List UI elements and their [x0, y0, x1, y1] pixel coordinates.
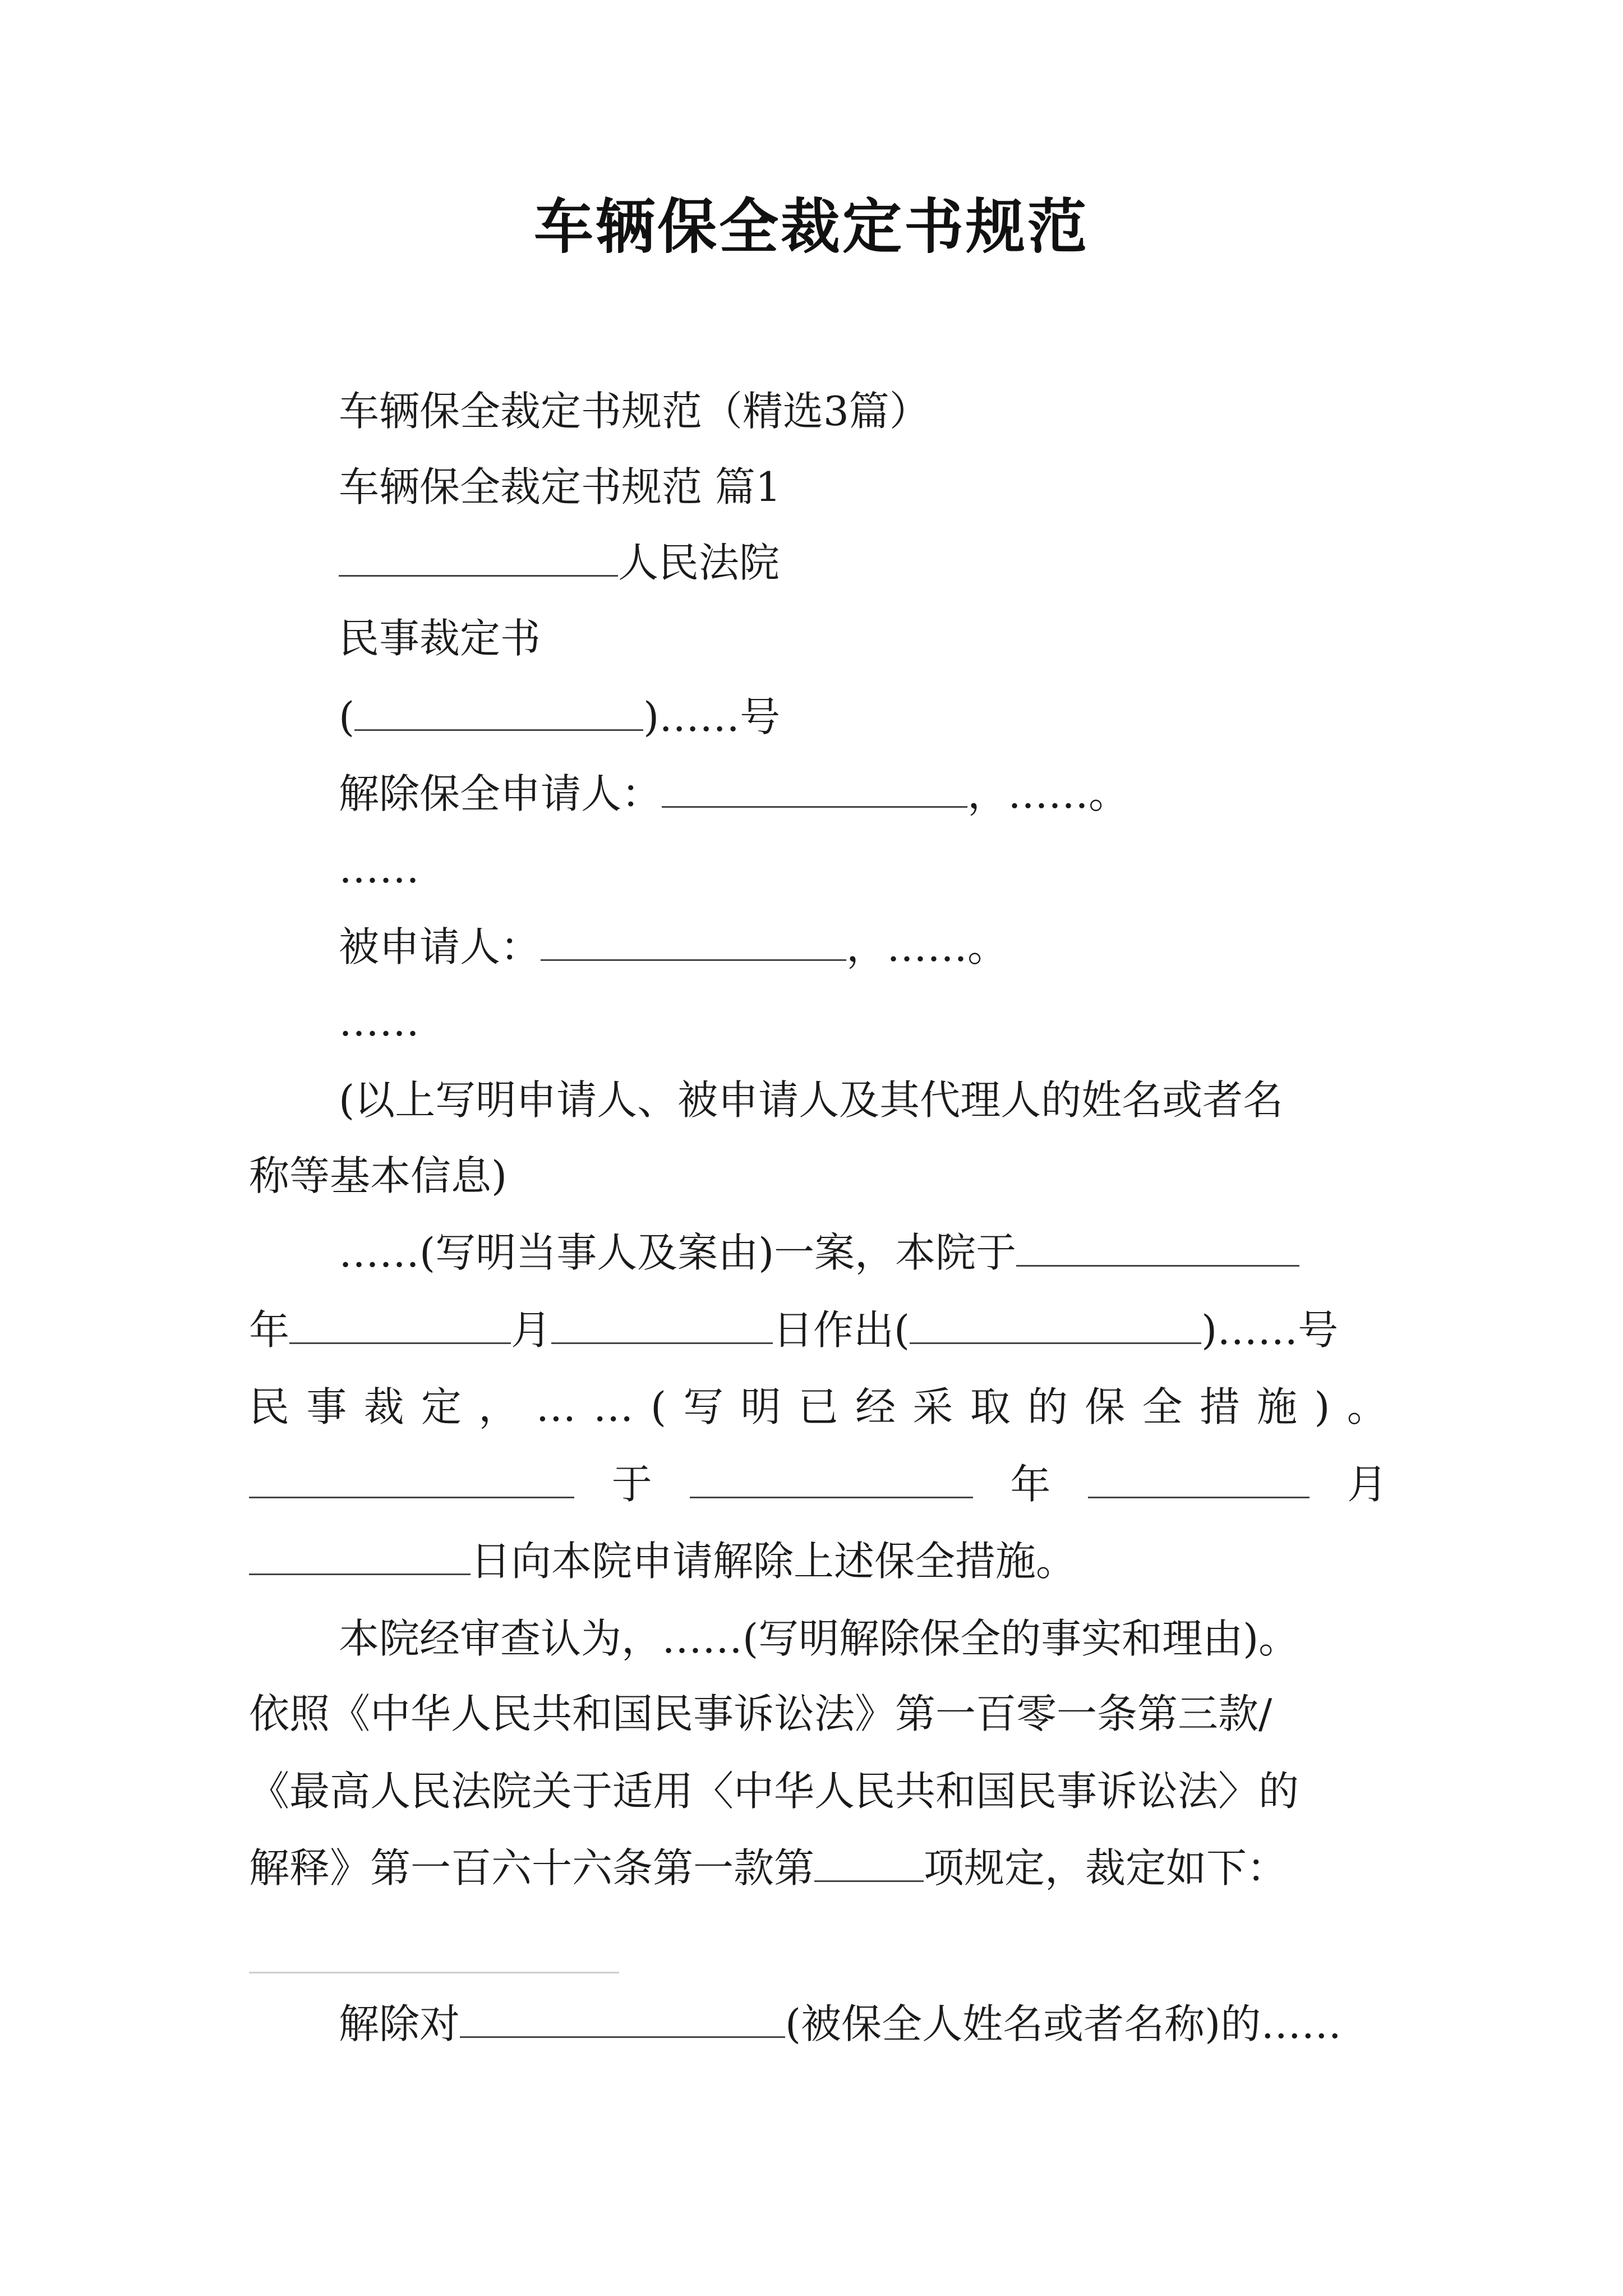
- month-label: 月: [511, 1306, 552, 1354]
- char: 事: [306, 1383, 347, 1430]
- apply-year-blank: [690, 1463, 973, 1498]
- paragraph-1-line-2: [249, 1306, 1338, 1354]
- char: ): [1314, 1383, 1330, 1430]
- char: 经: [855, 1383, 896, 1430]
- paragraph-2-line-4-b: 项规定，裁定如下：: [924, 1844, 1288, 1892]
- paragraph-2-line-3: 《最高人民法院关于适用〈中华人民共和国民事诉讼法〉的: [249, 1768, 1299, 1815]
- paragraph-2-line-2: 依照《中华人民共和国民事诉讼法》第一百零一条第三款/: [249, 1690, 1272, 1737]
- respondent-label: 被申请人：: [339, 923, 541, 970]
- respondent-tail: ，……。: [846, 923, 1008, 970]
- applicant-tail: ，……。: [967, 770, 1129, 817]
- case-number-line: [339, 693, 780, 741]
- paragraph-1-line-4: [249, 1460, 1387, 1508]
- char: ，: [478, 1383, 519, 1430]
- document-title: 车辆保全裁定书规范: [534, 191, 1089, 261]
- char: 明: [740, 1383, 781, 1430]
- court-name-blank: [339, 541, 618, 577]
- paragraph-2-line-1: 本院经审查认为，……(写明解除保全的事实和理由)。: [339, 1615, 1299, 1662]
- paragraph-1-line-3: [249, 1383, 1387, 1431]
- applicant-blank: [662, 772, 967, 808]
- apply-year-label: 年: [1010, 1461, 1051, 1508]
- note-line-2: 称等基本信息): [249, 1152, 508, 1199]
- case-number-open: (: [339, 693, 355, 740]
- court-suffix: 人民法院: [618, 539, 780, 586]
- apply-month-label: 月: [1347, 1461, 1387, 1508]
- char: 民: [249, 1383, 290, 1430]
- respondent-line: [339, 923, 1008, 971]
- char: 措: [1199, 1383, 1240, 1430]
- date-blank: [1016, 1231, 1299, 1267]
- ruling-number-blank: [910, 1309, 1201, 1344]
- ruling-line: [339, 2000, 1341, 2048]
- paragraph-2-line-4: [249, 1844, 1287, 1892]
- ellipsis-line: ……: [339, 998, 419, 1045]
- char: 已: [797, 1383, 838, 1430]
- applicant-line: [339, 770, 1129, 818]
- ruling-line-b: (被保全人姓名或者名称)的……: [785, 2000, 1342, 2047]
- ellipsis-line: ……: [339, 845, 419, 892]
- ruling-line-a: 解除对: [339, 2000, 460, 2047]
- day-made-label: 日作出(: [773, 1306, 910, 1354]
- char: 施: [1257, 1383, 1298, 1430]
- applicant-label: 解除保全申请人：: [339, 770, 662, 817]
- char: 采: [912, 1383, 953, 1430]
- year-blank: [289, 1309, 511, 1344]
- paragraph-2-line-4-a: 解释》第一百六十六条第一款第: [249, 1844, 815, 1892]
- apply-month-blank: [1088, 1463, 1310, 1498]
- divider: [249, 1972, 619, 1973]
- ruling-number-tail: )……号: [1201, 1306, 1339, 1354]
- respondent-name-blank: [460, 2003, 785, 2038]
- char: 定: [421, 1383, 462, 1430]
- char: …: [536, 1383, 577, 1430]
- paragraph-1-text: ……(写明当事人及案由)一案，本院于: [339, 1229, 1017, 1276]
- char: (: [650, 1383, 667, 1430]
- subtitle: 车辆保全裁定书规范（精选3篇）: [339, 388, 930, 435]
- month-blank: [551, 1309, 773, 1344]
- paragraph-1-line-5: [249, 1537, 1076, 1585]
- respondent-blank: [541, 926, 846, 961]
- char: …: [593, 1383, 634, 1430]
- char: 裁: [363, 1383, 404, 1430]
- paragraph-1-line-1: [339, 1228, 1299, 1277]
- char: 全: [1142, 1383, 1183, 1430]
- char: 保: [1085, 1383, 1126, 1430]
- char: 。: [1347, 1383, 1387, 1430]
- char: 取: [970, 1383, 1011, 1430]
- year-label: 年: [249, 1306, 290, 1354]
- char: 的: [1027, 1383, 1068, 1430]
- paragraph-1-line-5-text: 日向本院申请解除上述保全措施。: [471, 1538, 1077, 1585]
- case-number-close: )……号: [643, 693, 781, 740]
- note-line-1: (以上写明申请人、被申请人及其代理人的姓名或者名: [339, 1076, 1284, 1124]
- court-name-line: [339, 539, 780, 587]
- document-type: 民事裁定书: [339, 615, 541, 662]
- yu-label: 于: [611, 1461, 652, 1508]
- char: 写: [683, 1383, 724, 1430]
- case-number-blank: [354, 696, 643, 731]
- applicant-name-blank: [249, 1463, 574, 1498]
- item-number-blank: [814, 1847, 924, 1882]
- apply-day-blank: [249, 1540, 471, 1575]
- section-heading: 车辆保全裁定书规范 篇1: [339, 463, 781, 510]
